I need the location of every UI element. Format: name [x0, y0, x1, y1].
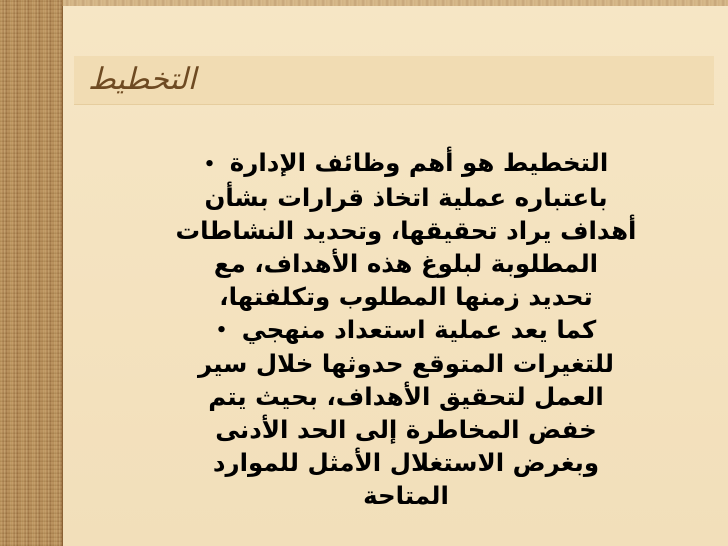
slide-body — [110, 146, 702, 546]
bullet-paragraph-1 — [110, 146, 702, 313]
bullet-marker: • — [215, 320, 228, 341]
bullet-1-line-1 — [110, 146, 702, 181]
bullet-2-line-6: المتاحة — [363, 481, 449, 510]
bullet-2-line-4: خفض المخاطرة إلى الحد الأدنى — [215, 415, 597, 444]
bullet-2-line-3: العمل لتحقيق الأهداف، بحيث يتم — [208, 382, 604, 411]
bullet-1-line-2: باعتباره عملية اتخاذ قرارات بشأن — [204, 182, 608, 212]
top-texture-border — [62, 0, 728, 6]
bullet-2-line-1-text: كما يعد عملية استعداد منهجي — [241, 314, 597, 344]
bullet-1-line-5: تحديد زمنها المطلوب وتكلفتها، — [219, 281, 593, 311]
bullet-paragraph-2 — [110, 313, 702, 513]
bullet-marker: • — [203, 153, 216, 175]
bullet-2-line-5: وبغرض الاستغلال الأمثل للموارد — [212, 448, 600, 477]
wood-texture-border — [0, 0, 63, 546]
bullet-1-line-3: أهداف يراد تحقيقها، وتحديد النشاطات — [175, 215, 637, 245]
slide-title: التخطيط — [88, 62, 197, 97]
bullet-2-line-1 — [110, 313, 702, 348]
bullet-1-line-1-text: التخطيط هو أهم وظائف الإدارة — [229, 148, 609, 177]
bullet-2-line-2: للتغيرات المتوقع حدوثها خلال سير — [197, 349, 615, 378]
bullet-1-line-4: المطلوبة لبلوغ هذه الأهداف، مع — [213, 248, 599, 278]
